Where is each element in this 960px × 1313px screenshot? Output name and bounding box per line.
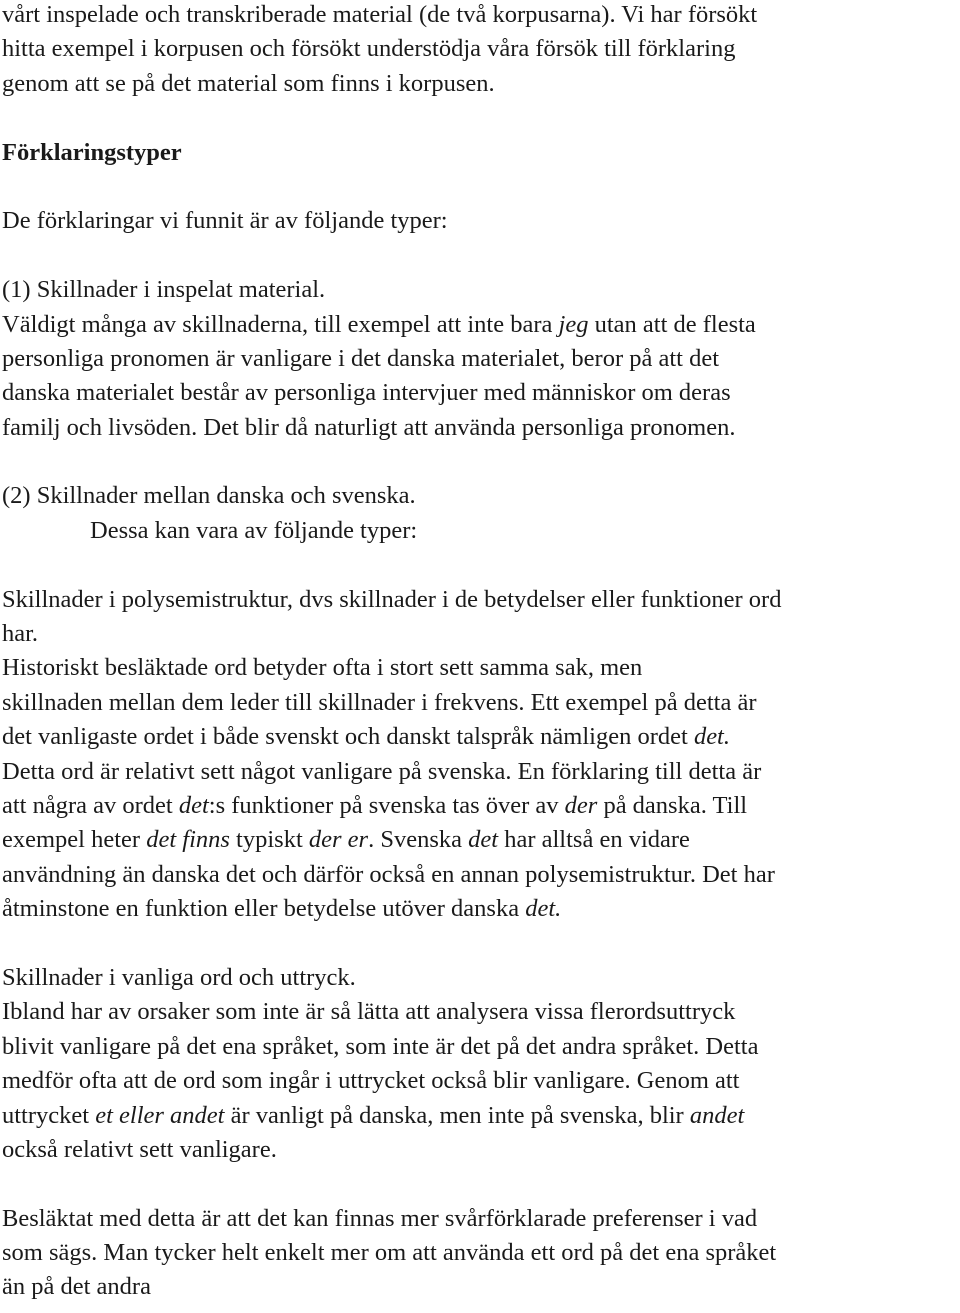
example-word: det <box>468 826 499 854</box>
section-heading: Förklaringstyper <box>2 138 182 166</box>
spacer <box>2 170 960 204</box>
text-line: genom att se på det material som finns i korpusen. <box>2 69 495 97</box>
text-line: Skillnader i polysemistruktur, dvs skillnader i de betydelser eller funktioner ord <box>2 585 782 613</box>
text-line <box>2 789 960 823</box>
text-line <box>2 892 960 926</box>
spacer <box>2 1167 960 1201</box>
item-title: (2) Skillnader mellan danska och svenska. <box>2 482 416 510</box>
section-lead: De förklaringar vi funnit är av följande typer: <box>2 207 448 235</box>
text-run: det vanligaste ordet i både svenskt och danskt talspråk nämligen ordet <box>2 723 694 751</box>
text-run: exempel heter <box>2 826 147 854</box>
example-word: der er <box>308 826 369 854</box>
text-run: typiskt <box>229 826 309 854</box>
text-line: Ibland har av orsaker som inte är så lätta att analysera vissa flerordsuttryck <box>2 998 736 1026</box>
example-word: det <box>178 791 209 819</box>
example-word: det finns <box>146 826 230 854</box>
text-line: också relativt sett vanligare. <box>2 1135 277 1163</box>
text-run: har alltså en vidare <box>498 826 690 854</box>
text-run: att några av ordet <box>2 791 179 819</box>
spacer <box>2 445 960 479</box>
text-line: vårt inspelade och transkriberade material (de två korpusarna). Vi har försökt <box>2 1 758 28</box>
text-line <box>2 720 960 754</box>
text-line: hitta exempel i korpusen och försökt understödja våra försök till förklaring <box>2 35 736 63</box>
example-word: andet <box>689 1101 745 1129</box>
polysemy-paragraph <box>2 583 960 927</box>
item-title: (1) Skillnader i inspelat material. <box>2 276 326 304</box>
text-line <box>2 308 960 342</box>
text-line <box>2 1099 960 1133</box>
text-line: danska materialet består av personliga intervjuer med människor om deras <box>2 379 731 407</box>
text-line: medför ofta att de ord som ingår i uttrycket också blir vanligare. Genom att <box>2 1067 740 1095</box>
example-word: et eller andet <box>95 1101 225 1129</box>
text-run: utan att de flesta <box>588 310 756 338</box>
explanation-item-1 <box>2 273 960 445</box>
example-word: der <box>564 791 598 819</box>
spacer <box>2 927 960 961</box>
text-run: uttrycket <box>2 1101 96 1129</box>
text-run: . Svenska <box>368 826 469 854</box>
text-line: Besläktat med detta är att det kan finnas mer svårförklarade preferenser i vad <box>2 1204 758 1232</box>
text-line <box>2 823 960 857</box>
example-word: jeg <box>558 310 589 338</box>
text-run: Väldigt många av skillnaderna, till exempel att inte bara <box>2 310 559 338</box>
spacer <box>2 239 960 273</box>
spacer <box>2 101 960 135</box>
text-line: användning än danska det och därför också en annan polysemistruktur. Det har <box>2 860 775 888</box>
intro-paragraph <box>2 0 960 101</box>
example-word: det. <box>525 895 562 923</box>
text-run: på danska. Till <box>597 791 748 819</box>
text-line: har. <box>2 620 39 648</box>
common-words-paragraph <box>2 961 960 1167</box>
text-line: skillnaden mellan dem leder till skillnader i frekvens. Ett exempel på detta är <box>2 688 757 716</box>
text-line: Historiskt besläktade ord betyder ofta i stort sett samma sak, men <box>2 654 643 682</box>
text-run: :s funktioner på svenska tas över av <box>208 791 565 819</box>
text-run: åtminstone en funktion eller betydelse utöver danska <box>2 895 526 923</box>
text-line: personliga pronomen är vanligare i det danska materialet, beror på att det <box>2 344 720 372</box>
related-paragraph <box>2 1202 960 1305</box>
text-line: Detta ord är relativt sett något vanligare på svenska. En förklaring till detta är <box>2 757 762 785</box>
item-subtitle: Dessa kan vara av följande typer: <box>90 516 418 544</box>
text-line: blivit vanligare på det ena språket, som inte är det på det andra språket. Detta <box>2 1032 759 1060</box>
spacer <box>2 548 960 582</box>
example-word: det. <box>693 723 730 751</box>
text-line: som sägs. Man tycker helt enkelt mer om att använda ett ord på det ena språket <box>2 1239 777 1267</box>
explanation-item-2 <box>2 479 960 548</box>
text-line: Skillnader i vanliga ord och uttryck. <box>2 963 356 991</box>
text-run: är vanligt på danska, men inte på svenska, blir <box>224 1101 690 1129</box>
text-line: familj och livsöden. Det blir då naturligt att använda personliga pronomen. <box>2 413 736 441</box>
text-line: än på det andra <box>2 1273 151 1301</box>
